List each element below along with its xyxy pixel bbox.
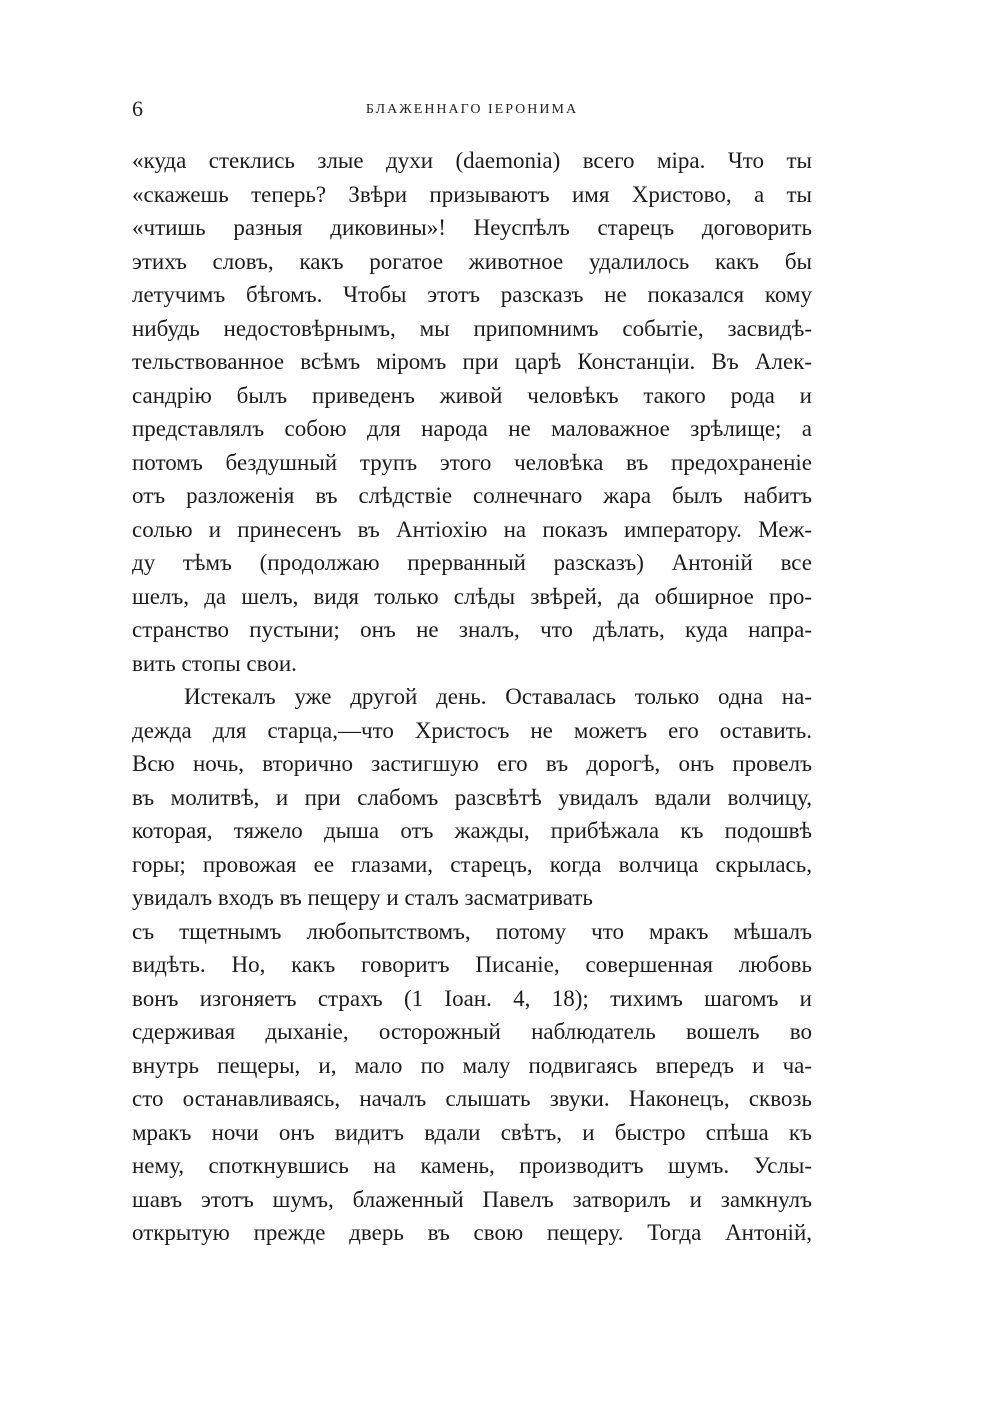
text-line: дежда для старца,—что Христосъ не можетъ его оставить. bbox=[132, 717, 812, 743]
page-header bbox=[132, 96, 812, 126]
text-line: шелъ, да шелъ, видя только слѣды звѣрей, да обширное про- bbox=[132, 583, 812, 609]
text-line: тельствованное всѣмъ міромъ при царѣ Констанціи. Въ Алек- bbox=[132, 349, 812, 374]
text-line: нибудь недостовѣрнымъ, мы припомнимъ событіе, засвидѣ- bbox=[132, 315, 812, 341]
text-line: сто останавливаясь, началъ слышать звуки. Наконецъ, сквозь bbox=[132, 1086, 812, 1111]
text-line: «куда стеклись злые духи (daemonia) всего міра. Что ты bbox=[132, 148, 812, 173]
text-line: отъ разложенія въ слѣдствіе солнечнаго жара былъ набитъ bbox=[132, 483, 812, 508]
text-line: шавъ этотъ шумъ, блаженный Павелъ затворилъ и замкнулъ bbox=[132, 1186, 812, 1212]
text-line: сдерживая дыханіе, осторожный наблюдатель вошелъ во bbox=[132, 1019, 812, 1044]
text-line: мракъ ночи онъ видитъ вдали свѣтъ, и быстро спѣша къ bbox=[132, 1119, 812, 1145]
text-line: сандрію былъ приведенъ живой человѣкъ такого рода и bbox=[132, 382, 812, 408]
text-line: этихъ словъ, какъ рогатое животное удалилось какъ бы bbox=[132, 248, 812, 274]
text-line: вонъ изгоняетъ страхъ (1 Іоан. 4, 18); тихимъ шагомъ и bbox=[132, 985, 812, 1011]
text-line: внутрь пещеры, и, мало по малу подвигаясь впередъ и ча- bbox=[132, 1052, 812, 1078]
text-line: летучимъ бѣгомъ. Чтобы этотъ разсказъ не показался кому bbox=[132, 282, 812, 307]
running-title: БЛАЖЕННАГО ІЕРОНИМА bbox=[365, 102, 579, 117]
text-line: горы; провожая ее глазами, старецъ, когда волчица скрылась, bbox=[132, 851, 812, 877]
text-line: увидалъ входъ въ пещеру и сталъ засматривать bbox=[132, 885, 593, 910]
text-line: представлялъ собою для народа не маловажное зрѣлище; а bbox=[132, 416, 812, 441]
text-line: странство пустыни; онъ не зналъ, что дѣлать, куда напра- bbox=[132, 617, 812, 642]
body-text bbox=[132, 144, 812, 1250]
text-line: въ молитвѣ, и при слабомъ разсвѣтѣ увидалъ вдали волчицу, bbox=[132, 784, 812, 810]
text-line: солью и принесенъ въ Антіохію на показъ императору. Меж- bbox=[132, 516, 812, 542]
text-line: открытую прежде дверь въ свою пещеру. Тогда Антоній, bbox=[132, 1220, 812, 1245]
text-line: вить стопы свои. bbox=[132, 650, 297, 676]
text-line: ду тѣмъ (продолжаю прерванный разсказъ) Антоній все bbox=[132, 550, 812, 575]
text-line: Всю ночь, вторично застигшую его въ дорогѣ, онъ провелъ bbox=[132, 751, 812, 776]
text-line: которая, тяжело дыша отъ жажды, прибѣжала къ подошвѣ bbox=[132, 818, 812, 843]
text-line: видѣть. Но, какъ говоритъ Писаніе, совершенная любовь bbox=[132, 952, 812, 977]
page-number: 6 bbox=[132, 96, 143, 121]
paragraph-start-line: Истекалъ уже другой день. Оставалась только одна на- bbox=[184, 684, 812, 709]
text-line: нему, споткнувшись на камень, производитъ шумъ. Услы- bbox=[132, 1153, 812, 1178]
text-line: «чтишь разныя диковины»! Неуспѣлъ старецъ договорить bbox=[132, 215, 812, 240]
text-line: «скажешь теперь? Звѣри призываютъ имя Христово, а ты bbox=[132, 181, 812, 207]
text-line: потомъ бездушный трупъ этого человѣка въ предохраненіе bbox=[132, 449, 812, 475]
text-line: съ тщетнымъ любопытствомъ, потому что мракъ мѣшалъ bbox=[132, 918, 812, 944]
